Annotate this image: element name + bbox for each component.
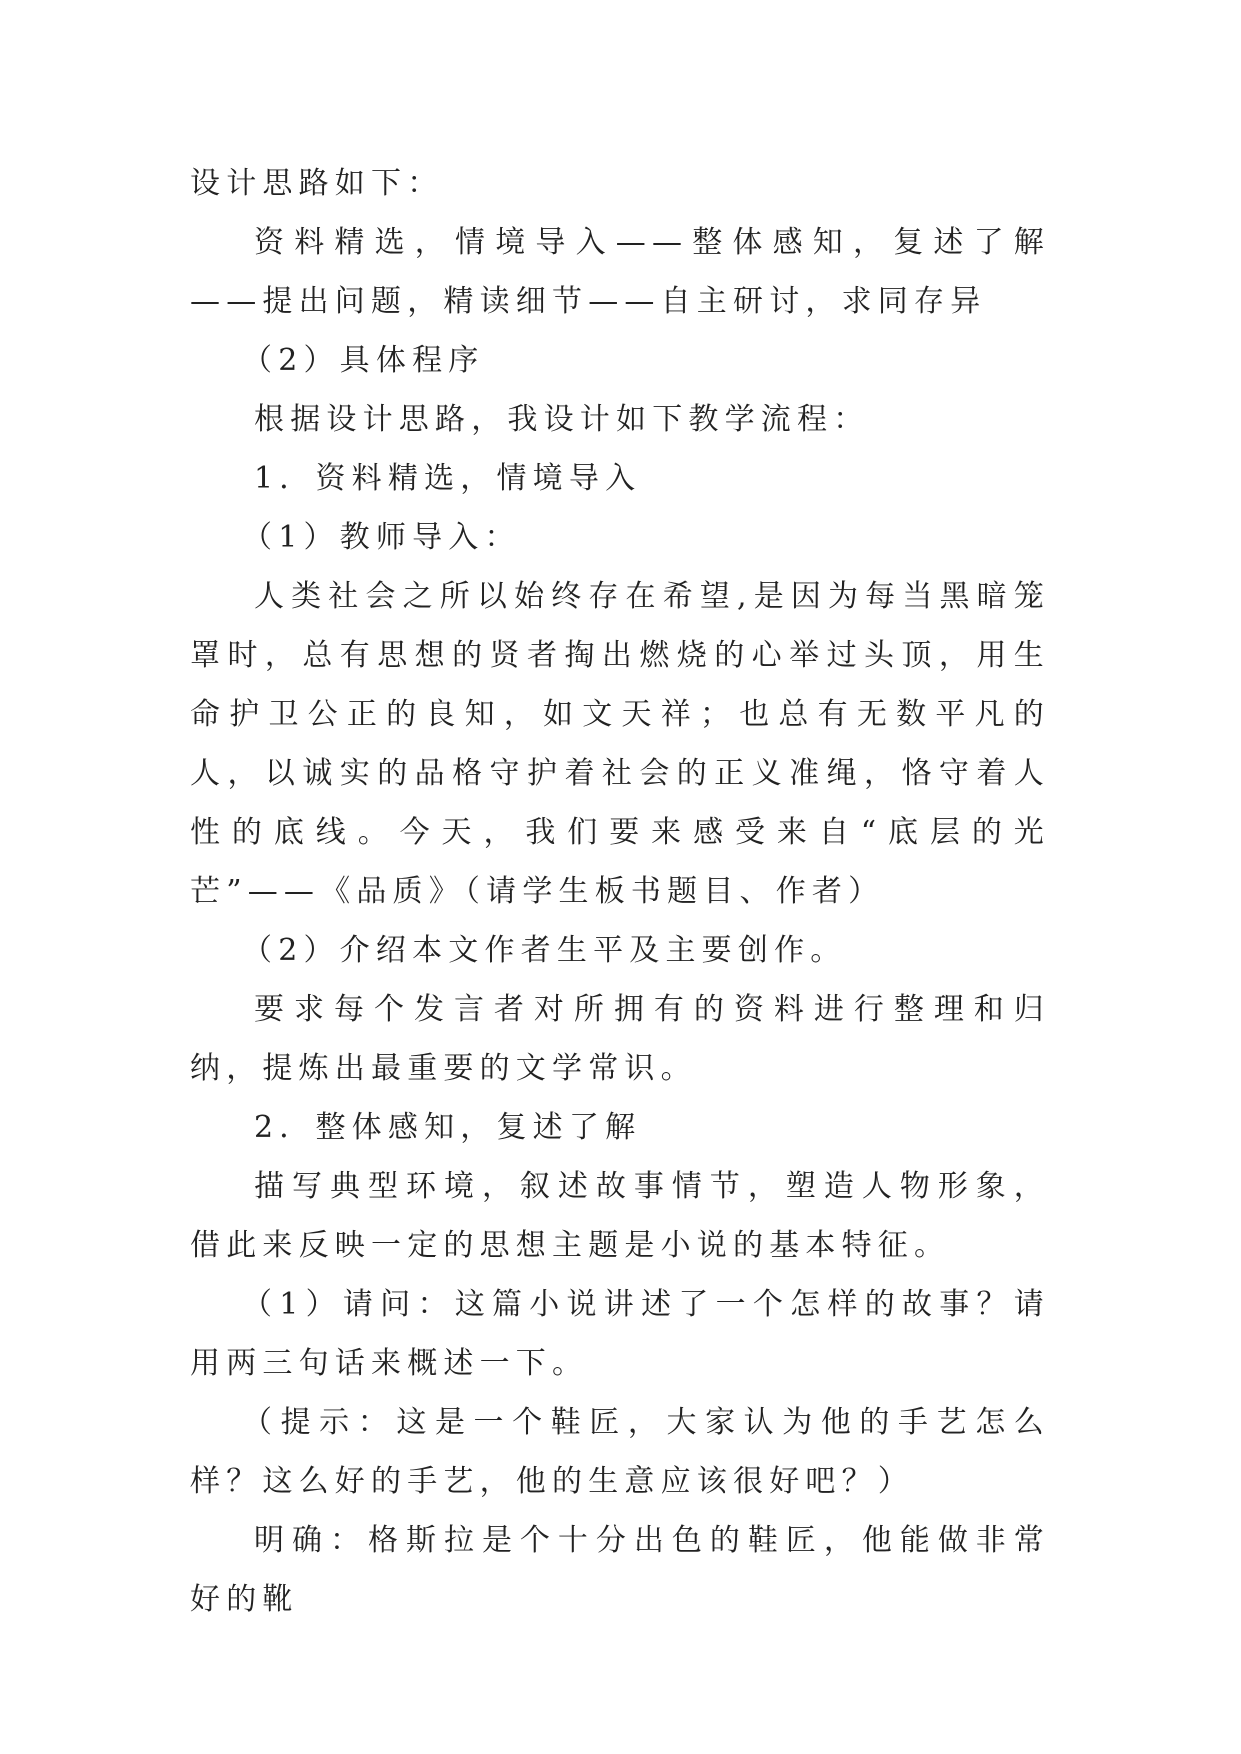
paragraph-design-idea-steps: 资料精选，情境导入——整体感知，复述了解——提出问题，精读细节——自主研讨，求同存异 (190, 225, 1050, 319)
paragraph-step-1-heading: 1．资料精选，情境导入 (254, 461, 642, 496)
paragraph-author-intro-requirement: 要求每个发言者对所拥有的资料进行整理和归纳，提炼出最重要的文学常识。 (190, 992, 1050, 1086)
document-body (190, 154, 1050, 1629)
paragraph-step-2-heading: 2．整体感知，复述了解 (254, 1110, 642, 1145)
paragraph-teacher-intro-text: 人类社会之所以始终存在希望,是因为每当黑暗笼罩时，总有思想的贤者掏出燃烧的心举过头顶，用生命护卫公正的良知，如文天祥；也总有无数平凡的人，以诚实的品格守护着社会的正义准绳，恪守着人性的底线。今天，我们要来感受来自“底层的光芒”——《品质》（请学生板书题目、作者） (190, 579, 1050, 909)
paragraph-teaching-flow-intro: 根据设计思路，我设计如下教学流程： (254, 402, 870, 437)
paragraph-design-idea-intro: 设计思路如下： (190, 166, 444, 201)
paragraph-specific-procedure-heading: （2）具体程序 (242, 343, 485, 378)
paragraph-question-1: （1）请问：这篇小说讲述了一个怎样的故事？请用两三句话来概述一下。 (190, 1287, 1050, 1381)
paragraph-hint: （提示：这是一个鞋匠，大家认为他的手艺怎么样？这么好的手艺，他的生意应该很好吧？） (190, 1405, 1050, 1499)
paragraph-teacher-intro-heading: （1）教师导入： (242, 520, 521, 555)
paragraph-author-intro-heading: （2）介绍本文作者生平及主要创作。 (242, 933, 847, 968)
paragraph-novel-features: 描写典型环境，叙述故事情节，塑造人物形象，借此来反映一定的思想主题是小说的基本特征。 (190, 1169, 1050, 1263)
paragraph-clarification: 明确：格斯拉是个十分出色的鞋匠，他能做非常好的靴 (190, 1523, 1050, 1617)
